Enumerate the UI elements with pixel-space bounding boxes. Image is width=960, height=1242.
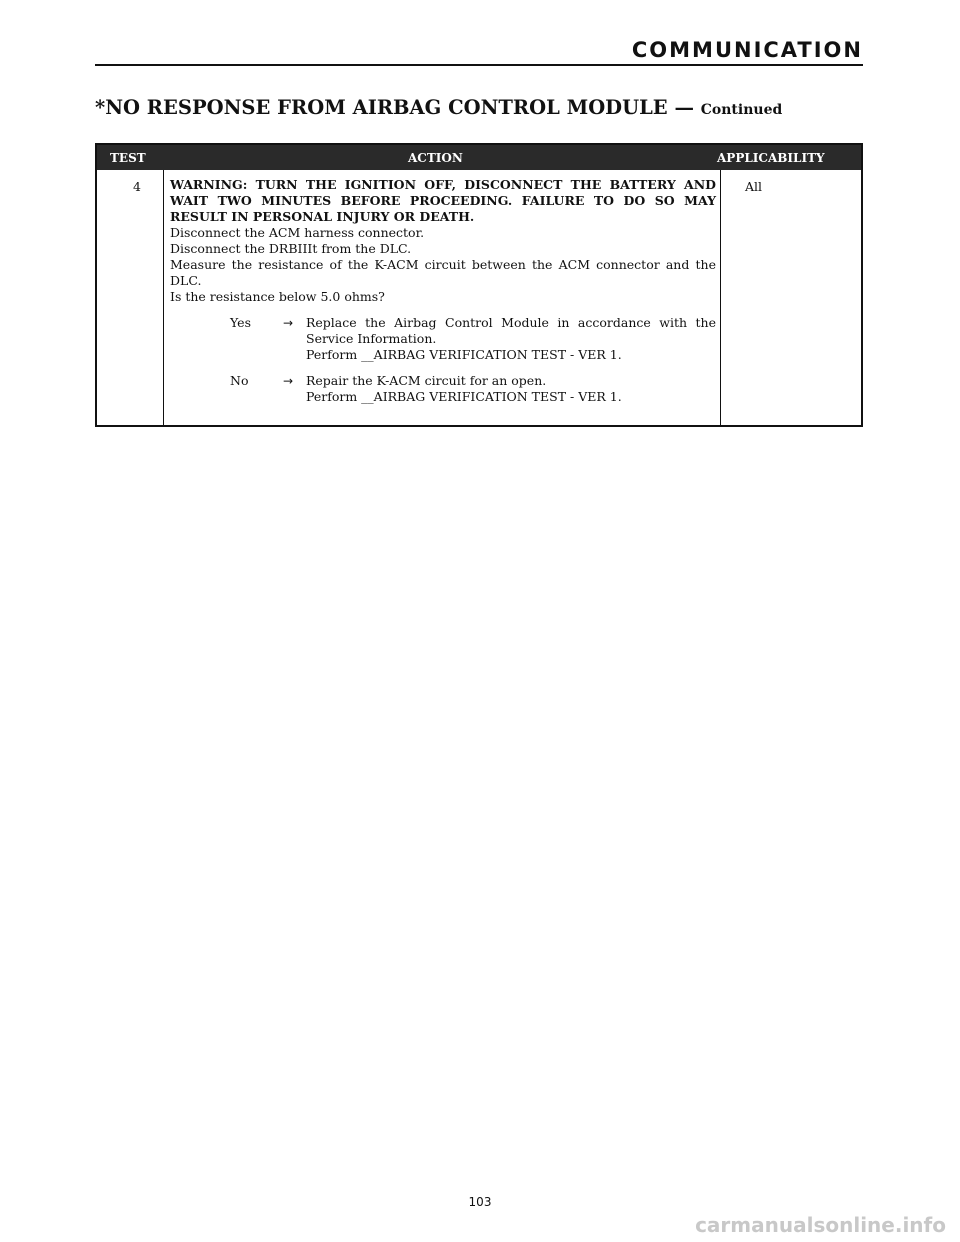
- page-title: [95, 96, 782, 119]
- column-header-applicability: APPLICABILITY: [717, 151, 825, 165]
- step-line: Disconnect the DRBIIIt from the DLC.: [170, 241, 412, 256]
- section-header: COMMUNICATION: [631, 38, 863, 62]
- outcome-text: Perform __AIRBAG VERIFICATION TEST - VER 1.: [306, 347, 622, 362]
- column-header-action: ACTION: [408, 151, 463, 165]
- outcome-no: [170, 373, 716, 405]
- step-line: Disconnect the ACM harness connector.: [170, 225, 425, 240]
- page-title-text: *NO RESPONSE FROM AIRBAG CONTROL MODULE —: [95, 96, 694, 119]
- test-number: 4: [133, 179, 141, 194]
- watermark: carmanualsonline.info: [695, 1213, 946, 1237]
- outcome-label: Yes: [230, 315, 251, 330]
- applicability-value: All: [745, 179, 763, 194]
- question-line: Is the resistance below 5.0 ohms?: [170, 289, 385, 304]
- outcome-text: Repair the K-ACM circuit for an open.: [306, 373, 547, 388]
- outcome-label: No: [230, 373, 249, 388]
- warning-text: WARNING: TURN THE IGNITION OFF, DISCONNECT THE BATTERY AND WAIT TWO MINUTES BEFORE PROCEEDING. FAILURE TO DO SO MAY RESULT IN PERSONAL INJURY OR DEATH.: [170, 177, 716, 224]
- outcome-yes: [170, 315, 716, 363]
- column-divider: [163, 170, 164, 425]
- page-number: 103: [468, 1195, 492, 1209]
- header-rule: [95, 64, 863, 66]
- column-divider: [720, 170, 721, 425]
- table-header-row: [97, 145, 861, 170]
- column-header-test: TEST: [110, 151, 146, 165]
- outcome-text: Perform __AIRBAG VERIFICATION TEST - VER 1.: [306, 389, 622, 404]
- arrow-right-icon: →: [283, 316, 294, 330]
- test-table: [95, 143, 863, 427]
- arrow-right-icon: →: [283, 374, 294, 388]
- outcome-text: Replace the Airbag Control Module in accordance with the Service Information.: [306, 315, 716, 346]
- page-title-continued: Continued: [700, 102, 783, 118]
- action-cell: [170, 177, 716, 405]
- step-line: Measure the resistance of the K-ACM circuit between the ACM connector and the DLC.: [170, 257, 716, 288]
